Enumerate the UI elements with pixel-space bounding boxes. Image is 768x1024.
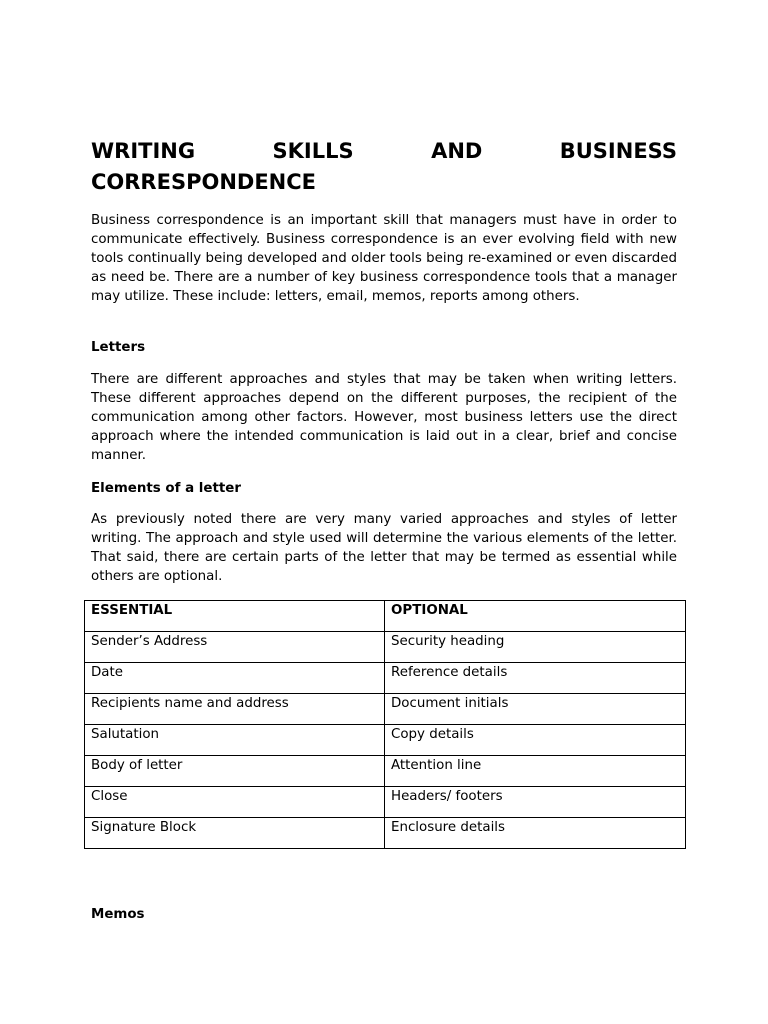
title-line-1 bbox=[91, 136, 677, 167]
title-word: BUSINESS bbox=[559, 139, 677, 163]
essential-cell: Close bbox=[85, 787, 385, 818]
table-row bbox=[85, 632, 686, 663]
table-row bbox=[85, 787, 686, 818]
essential-cell: Recipients name and address bbox=[85, 694, 385, 725]
table-row bbox=[85, 663, 686, 694]
optional-cell: Copy details bbox=[385, 725, 686, 756]
table-header-row bbox=[85, 601, 686, 632]
letters-heading: Letters bbox=[91, 340, 146, 355]
essential-cell: Signature Block bbox=[85, 818, 385, 849]
intro-paragraph: Business correspondence is an important skill that managers must have in order to communicate effectively. Business correspondence is an ever evolving field with new tools continually being developed and older tools being re-examined or even discarded as need be. There are a number of key business correspondence tools that a manager may utilize. These include: letters, email, memos, reports among others. bbox=[91, 213, 677, 304]
optional-cell: Headers/ footers bbox=[385, 787, 686, 818]
essential-cell: Date bbox=[85, 663, 385, 694]
optional-cell: Reference details bbox=[385, 663, 686, 694]
title-word: AND bbox=[431, 139, 483, 163]
table-row bbox=[85, 756, 686, 787]
letters-paragraph: There are different approaches and styles that may be taken when writing letters. These different approaches depend on the different purposes, the recipient of the communication among other factors. However, most business letters use the direct approach where the intended communication is laid out in a clear, brief and concise manner. bbox=[91, 372, 677, 463]
essential-column-header: ESSENTIAL bbox=[85, 601, 385, 632]
table-row bbox=[85, 725, 686, 756]
table-row bbox=[85, 694, 686, 725]
optional-cell: Enclosure details bbox=[385, 818, 686, 849]
title-word: SKILLS bbox=[272, 139, 354, 163]
document-title bbox=[91, 136, 677, 198]
optional-cell: Document initials bbox=[385, 694, 686, 725]
essential-cell: Sender’s Address bbox=[85, 632, 385, 663]
elements-heading: Elements of a letter bbox=[91, 481, 241, 496]
title-word: WRITING bbox=[91, 139, 196, 163]
memos-heading: Memos bbox=[91, 907, 145, 922]
letter-elements-table bbox=[84, 600, 686, 849]
title-line-2: CORRESPONDENCE bbox=[91, 170, 317, 194]
essential-cell: Salutation bbox=[85, 725, 385, 756]
optional-column-header: OPTIONAL bbox=[385, 601, 686, 632]
essential-cell: Body of letter bbox=[85, 756, 385, 787]
table-row bbox=[85, 818, 686, 849]
optional-cell: Security heading bbox=[385, 632, 686, 663]
elements-paragraph: As previously noted there are very many varied approaches and styles of letter writing. The approach and style used will determine the various elements of the letter. That said, there are certain parts of the letter that may be termed as essential while others are optional. bbox=[91, 512, 677, 584]
optional-cell: Attention line bbox=[385, 756, 686, 787]
